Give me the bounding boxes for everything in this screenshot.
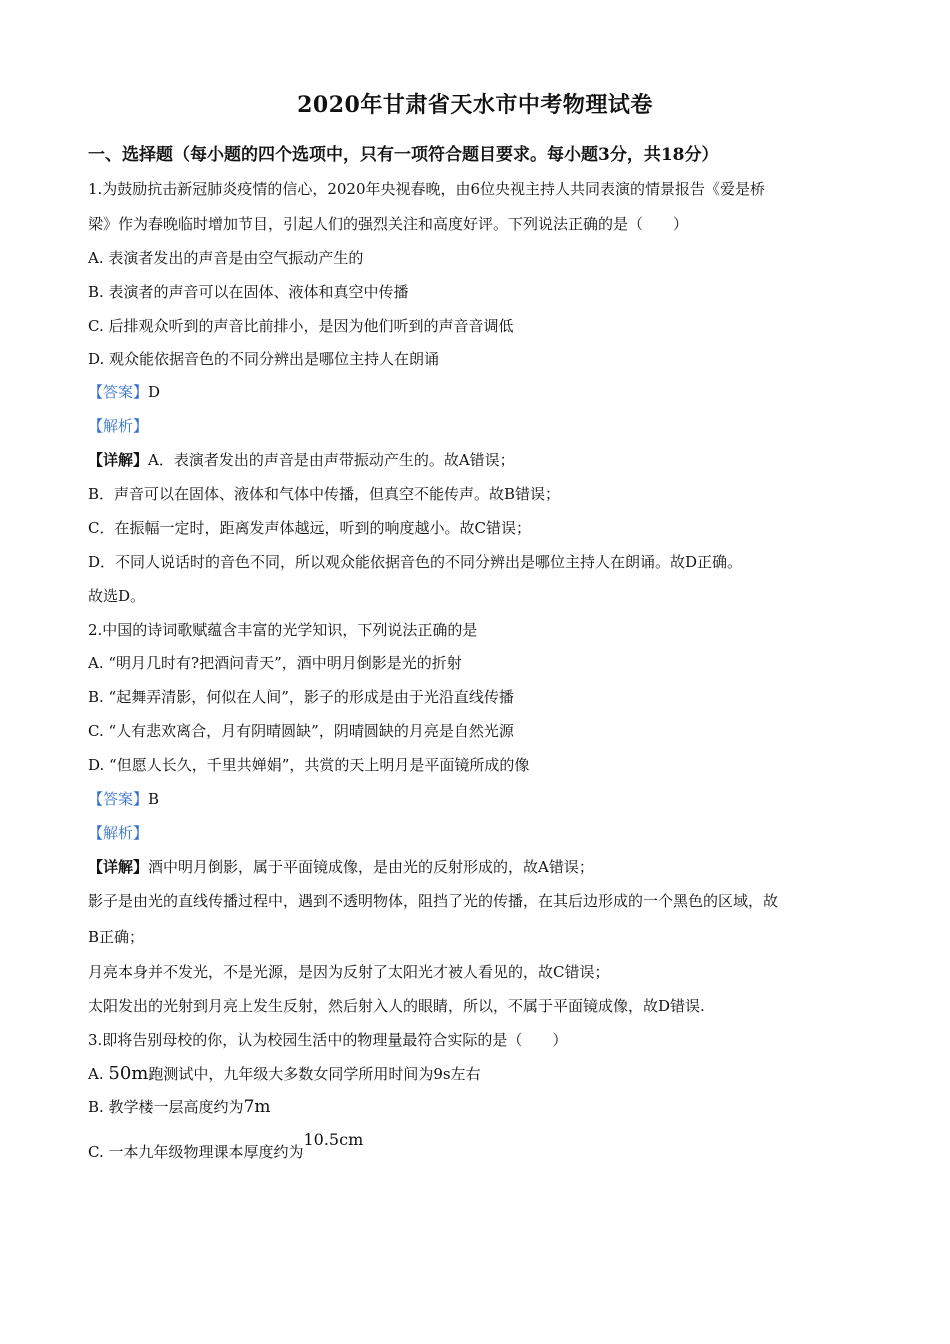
q2-analysis-label: 【解析】 xyxy=(88,824,149,842)
q2-detail-line5: 太阳发出的光射到月亮上发生反射，然后射入人的眼睛，所以，不属于平面镜成像，故D错误. xyxy=(88,997,705,1015)
q2-option-c: C. “人有悲欢离合，月有阴晴圆缺”，阴晴圆缺的月亮是自然光源 xyxy=(88,722,514,740)
q1-detail-line2: B．声音可以在固体、液体和气体中传播，但真空不能传声。故B错误； xyxy=(88,485,561,503)
q1-detail-line1 xyxy=(88,449,515,471)
option-suffix: 左右 xyxy=(450,1065,481,1083)
q3-option-c xyxy=(88,1130,364,1163)
q2-option-b: B. “起舞弄清影，何似在人间”，影子的形成是由于光沿直线传播 xyxy=(88,688,514,706)
page-title: 2020年甘肃省天水市中考物理试卷 xyxy=(297,92,653,118)
q1-detail-line4: D．不同人说话时的音色不同，所以观众能依据音色的不同分辨出是哪位主持人在朗诵。故D正确。 xyxy=(88,553,743,571)
q1-option-c: C. 后排观众听到的声音比前排小，是因为他们听到的声音音调低 xyxy=(88,317,514,335)
q1-answer xyxy=(88,381,160,403)
section-heading: 一、选择题（每小题的四个选项中，只有一项符合题目要求。每小题3分，共18分） xyxy=(88,145,719,165)
q1-analysis-label: 【解析】 xyxy=(88,417,149,435)
q1-detail-line5: 故选D。 xyxy=(88,587,146,605)
answer-label: 【答案】 xyxy=(88,383,149,401)
answer-label: 【答案】 xyxy=(88,790,149,808)
q3-option-b xyxy=(88,1096,271,1118)
height-value: 7m xyxy=(243,1097,271,1117)
q2-option-d: D. “但愿人长久，千里共婵娟”，共赏的天上明月是平面镜所成的像 xyxy=(88,756,530,774)
q2-option-a: A. “明月几时有?把酒问青天”，酒中明月倒影是光的折射 xyxy=(88,654,462,672)
q3-stem: 3.即将告别母校的你，认为校园生活中的物理量最符合实际的是（ ） xyxy=(88,1031,568,1049)
q3-option-a xyxy=(88,1063,481,1085)
q2-detail-line3: B正确； xyxy=(88,928,145,946)
answer-value: B xyxy=(148,790,160,808)
q1-option-d: D. 观众能依据音色的不同分辨出是哪位主持人在朗诵 xyxy=(88,350,440,368)
q2-detail-line2: 影子是由光的直线传播过程中，遇到不透明物体，阻挡了光的传播，在其后边形成的一个黑色的区域，故 xyxy=(88,892,779,910)
thickness-value: 10.5cm xyxy=(303,1130,364,1149)
option-text: C. 一本九年级物理课本厚度约为 xyxy=(88,1143,304,1161)
detail-label: 【详解】 xyxy=(88,451,149,469)
q1-stem-line1: 1.为鼓励抗击新冠肺炎疫情的信心，2020年央视春晚，由6位央视主持人共同表演的情景报告《爱是桥 xyxy=(88,180,766,198)
detail-text: A．表演者发出的声音是由声带振动产生的。故A错误； xyxy=(148,451,515,469)
q1-stem-line2: 梁》作为春晚临时增加节目，引起人们的强烈关注和高度好评。下列说法正确的是（ ） xyxy=(88,215,689,233)
option-text: B. 教学楼一层高度约为 xyxy=(88,1098,244,1116)
option-letter: A. xyxy=(88,1065,109,1083)
option-text: 跑测试中，九年级大多数女同学所用时间为 xyxy=(148,1065,434,1083)
detail-label: 【详解】 xyxy=(88,858,149,876)
q2-detail-line4: 月亮本身并不发光，不是光源，是因为反射了太阳光才被人看见的，故C错误； xyxy=(88,963,610,981)
q1-option-b: B. 表演者的声音可以在固体、液体和真空中传播 xyxy=(88,283,409,301)
time-value: 9s xyxy=(433,1065,451,1083)
q1-option-a: A. 表演者发出的声音是由空气振动产生的 xyxy=(88,249,364,267)
q2-stem: 2.中国的诗词歌赋蕴含丰富的光学知识，下列说法正确的是 xyxy=(88,621,478,639)
q2-detail-line1 xyxy=(88,856,594,878)
q1-detail-line3: C．在振幅一定时，距离发声体越远，听到的响度越小。故C错误； xyxy=(88,519,531,537)
q2-answer xyxy=(88,788,159,810)
distance-value: 50m xyxy=(108,1063,149,1084)
answer-value: D xyxy=(148,383,161,401)
detail-text: 酒中明月倒影，属于平面镜成像，是由光的反射形成的，故A错误； xyxy=(148,858,594,876)
